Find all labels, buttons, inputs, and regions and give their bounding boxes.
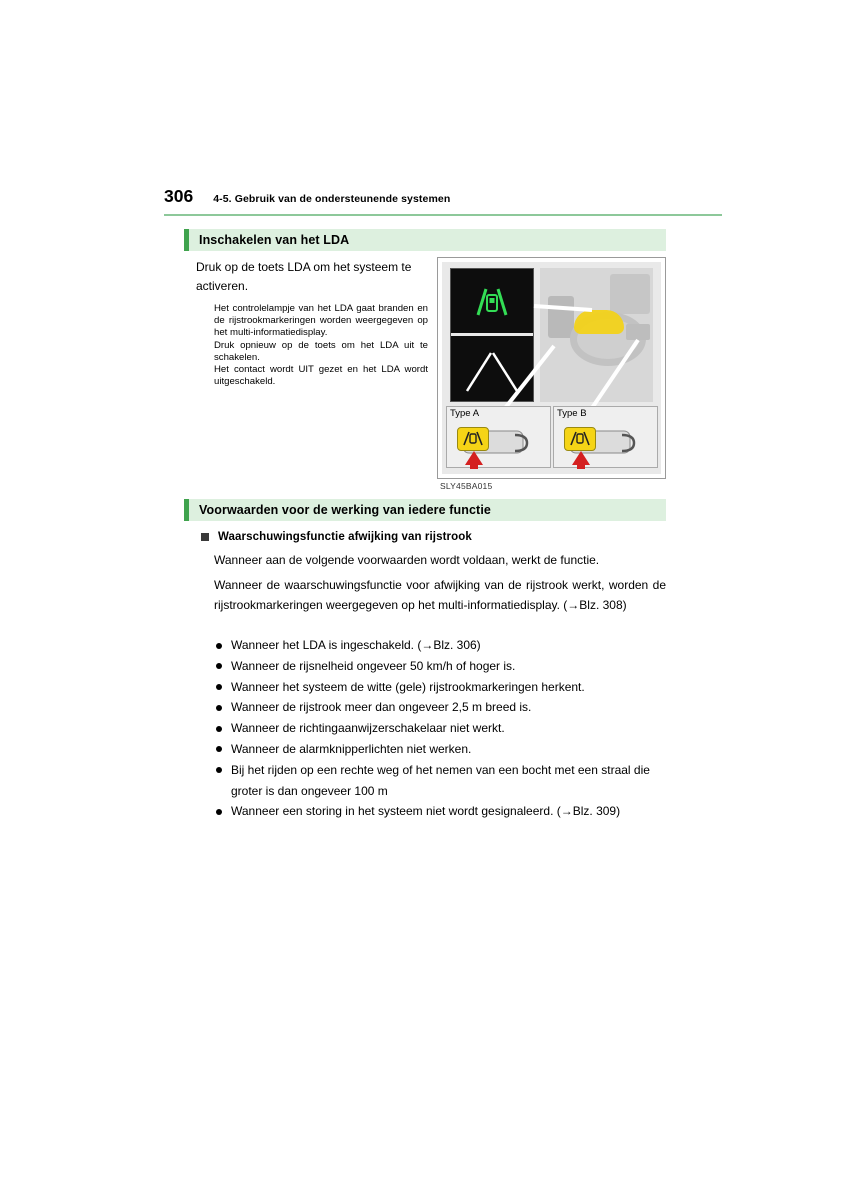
list-item: Wanneer het systeem de witte (gele) rijstrookmarkeringen herkent. xyxy=(214,677,666,698)
list-item: Bij het rijden op een rechte weg of het nemen van een bocht met een straal die groter is dan ongeveer 100 m xyxy=(214,760,666,802)
lane-markers-graphic xyxy=(463,347,521,393)
type-a-press-arrow-stem xyxy=(470,463,478,469)
activate-notes xyxy=(214,303,428,388)
section-tick xyxy=(184,229,189,251)
section-heading-activate xyxy=(184,229,666,251)
dashboard-photo xyxy=(540,268,653,402)
type-a-label: Type A xyxy=(450,408,480,419)
section-heading-conditions xyxy=(184,499,666,521)
section-tick xyxy=(184,499,189,521)
illustration-code: SLY45BA015 xyxy=(440,481,493,491)
section-heading-label: Inschakelen van het LDA xyxy=(199,233,350,247)
display-divider xyxy=(451,333,533,336)
center-console xyxy=(610,274,650,314)
multi-information-display xyxy=(450,268,534,402)
page-number: 306 xyxy=(164,186,194,206)
air-vent xyxy=(626,324,650,340)
type-b-press-arrow-stem xyxy=(577,463,585,469)
activate-note-2: Druk opnieuw op de toets om het LDA uit te schakelen. xyxy=(214,339,428,363)
conditions-paragraph-1: Wanneer aan de volgende voorwaarden wordt voldaan, werkt de functie. xyxy=(214,553,600,567)
type-b-panel xyxy=(553,406,658,468)
square-bullet-icon xyxy=(201,533,209,541)
section-heading-label: Voorwaarden voor de werking van iedere functie xyxy=(199,503,491,517)
list-item: Wanneer een storing in het systeem niet wordt gesignaleerd. (→Blz. 309) xyxy=(214,801,666,822)
stalk-highlight xyxy=(574,310,624,334)
list-item: Wanneer de rijstrook meer dan ongeveer 2,5 m breed is. xyxy=(214,697,666,718)
lda-illustration xyxy=(437,257,666,479)
list-item: Wanneer de rijsnelheid ongeveer 50 km/h of hoger is. xyxy=(214,656,666,677)
page-header xyxy=(164,186,722,207)
type-a-panel xyxy=(446,406,551,468)
list-item: Wanneer de alarmknipperlichten niet werken. xyxy=(214,739,666,760)
type-b-lda-button[interactable] xyxy=(564,427,596,451)
page-title: 4-5. Gebruik van de ondersteunende systemen xyxy=(213,193,451,205)
activate-note-1: Het controlelampje van het LDA gaat branden en de rijstrookmarkeringen worden weergegeven op het multi-informatiedisplay. xyxy=(214,303,428,339)
type-b-label: Type B xyxy=(557,408,587,419)
header-divider xyxy=(164,214,722,216)
list-item: Wanneer het LDA is ingeschakeld. (→Blz. 306) xyxy=(214,635,666,656)
list-item: Wanneer de richtingaanwijzerschakelaar niet werkt. xyxy=(214,718,666,739)
activate-intro: Druk op de toets LDA om het systeem te activeren. xyxy=(196,260,412,293)
type-a-lda-button[interactable] xyxy=(457,427,489,451)
subsection-heading xyxy=(201,531,472,543)
conditions-paragraph-2: Wanneer de waarschuwingsfunctie voor afwijking van de rijstrook werkt, worden de rijstrookmarkeringen weergegeven op het multi-informatiedisplay. (→Blz. 308) xyxy=(214,578,666,612)
illustration-canvas xyxy=(442,262,661,474)
activate-note-3: Het contact wordt UIT gezet en het LDA wordt uitgeschakeld. xyxy=(214,364,428,388)
lda-indicator-icon xyxy=(472,283,512,319)
conditions-bullet-list xyxy=(214,635,666,822)
subsection-heading-label: Waarschuwingsfunctie afwijking van rijstrook xyxy=(218,531,472,543)
